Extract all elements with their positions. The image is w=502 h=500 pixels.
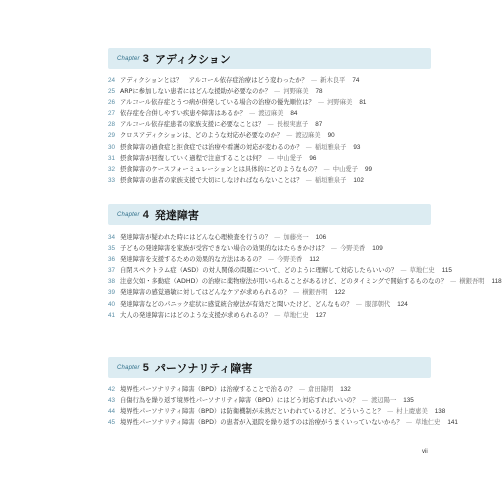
chapter-heading-5 (108, 357, 431, 378)
entry-question: 子どもの発達障害を家族が受容できない場合の効果的なはたらきかけは？ (120, 245, 328, 253)
entry-author: 草地仁史 (283, 311, 309, 319)
entry-page: 109 (372, 245, 383, 253)
toc-entry[interactable] (108, 266, 452, 275)
entry-question: クロスアディクションは、どのような対応が必要なのか？ (120, 132, 284, 140)
entry-number: 27 (108, 110, 116, 118)
entry-author: 草地仁史 (409, 267, 435, 275)
toc-entry[interactable] (108, 300, 438, 309)
entry-page: 84 (290, 110, 298, 118)
entry-page: 96 (309, 154, 317, 162)
toc-entry[interactable] (108, 277, 502, 286)
entry-author: 加藤亮一 (283, 234, 309, 241)
entry-body (120, 385, 438, 394)
toc-entry[interactable] (108, 255, 438, 264)
entry-author: 中山愛子 (277, 154, 303, 162)
toc-entry[interactable] (108, 418, 458, 427)
entry-question: 境界性パーソナリティ障害（BPD）の患者が入退院を繰り返すのは治療がうまくいっていないから？ (120, 419, 403, 427)
entry-question: 発達障害などのパニック症状に感覚統合療法が有効だと聞いたけど、どんなもの？ (120, 300, 353, 308)
entry-page: 74 (352, 77, 360, 84)
entry-body (120, 109, 438, 118)
entry-body (120, 255, 438, 264)
entry-number: 35 (108, 245, 116, 253)
entry-author: 横銀吾明 (459, 278, 485, 286)
chapter-number: 3 (142, 52, 149, 65)
chapter-3-entries (108, 76, 438, 187)
entry-page: 118 (491, 278, 502, 286)
entry-body (120, 87, 438, 96)
entry-question: 発達障害の感覚過敏に対してはどんなケアが求められるの？ (120, 289, 291, 297)
entry-question: 注意欠如・多動症（ADHD）の治療に薬物療法が用いられることがあるけど、どのタイミングで開始するものなの？ (120, 278, 448, 286)
entry-author: 村上慶恵美 (396, 408, 428, 416)
author-dash: — (400, 267, 407, 275)
author-dash: — (248, 110, 256, 118)
entry-body (120, 288, 438, 297)
toc-entry[interactable] (108, 396, 438, 405)
entry-author: 長根実恵子 (276, 121, 309, 129)
entry-number: 34 (108, 234, 116, 241)
entry-body (120, 120, 438, 129)
toc-entry[interactable] (108, 143, 438, 152)
entry-body (120, 154, 438, 163)
author-dash: — (405, 419, 413, 427)
entry-question: 摂食障害の過食症と拒食症では治療や看護の対応が変わるのか？ (120, 143, 303, 151)
author-dash: — (305, 143, 312, 151)
entry-body (120, 244, 438, 253)
author-dash: — (305, 176, 312, 184)
author-dash: — (323, 165, 330, 173)
toc-entry[interactable] (108, 76, 438, 85)
entry-body (120, 277, 502, 286)
entry-question: アルコール依存症とうつ病が併発している場合の治療の優先順位は？ (120, 99, 315, 107)
author-dash: — (310, 77, 318, 84)
entry-question: 摂食障害の患者の家族支援で大切にしなければならないことは？ (120, 176, 303, 184)
author-dash: — (386, 408, 394, 416)
entry-body (120, 98, 438, 107)
entry-page: 106 (315, 234, 327, 241)
entry-page: 132 (340, 386, 351, 393)
entry-number: 30 (108, 143, 116, 151)
entry-page: 99 (364, 165, 372, 173)
chapter-title: パーソナリティ障害 (154, 361, 253, 375)
author-dash: — (317, 99, 325, 107)
entry-page: 81 (359, 99, 367, 107)
entry-author: 渡辺麻美 (295, 132, 321, 140)
entry-body (120, 311, 438, 320)
chapter-heading-3 (108, 48, 431, 69)
entry-question: 大人の発達障害にはどのような支援が求められるの？ (120, 311, 272, 319)
entry-number: 31 (108, 154, 116, 162)
entry-number: 43 (108, 397, 116, 405)
entry-number: 40 (108, 300, 116, 308)
entry-body (120, 407, 445, 416)
entry-number: 41 (108, 311, 116, 319)
entry-page: 90 (327, 132, 335, 140)
author-dash: — (450, 278, 457, 286)
toc-entry[interactable] (108, 176, 438, 185)
toc-entry[interactable] (108, 233, 438, 242)
entry-number: 42 (108, 386, 116, 393)
author-dash: — (293, 289, 300, 297)
entry-page: 141 (447, 419, 458, 427)
chapter-label: Chapter (117, 364, 140, 371)
entry-page: 127 (315, 311, 327, 319)
chapter-number: 4 (142, 208, 149, 221)
entry-author: 今野美香 (340, 245, 366, 253)
entry-author: 草地仁史 (415, 419, 441, 427)
entry-question: 境界性パーソナリティ障害（BPD）は治療することで治るの？ (120, 386, 296, 393)
toc-entry[interactable] (108, 385, 438, 394)
entry-number: 28 (108, 121, 116, 129)
author-dash: — (274, 234, 281, 241)
entry-body (120, 143, 438, 152)
author-dash: — (355, 300, 363, 308)
entry-number: 25 (108, 88, 116, 96)
entry-question: 発達障害を支援するための効果的な方法はあるの？ (120, 256, 265, 264)
entry-question: アルコール依存症患者の家族支援に必要なことは？ (120, 121, 265, 129)
chapter-number: 5 (142, 361, 149, 374)
chapter-5-entries (108, 385, 458, 429)
entry-page: 112 (309, 256, 320, 264)
entry-question: 境界性パーソナリティ障害（BPD）は防衛機制が未熟だといわれているけど、どういうこと？ (120, 408, 384, 416)
toc-entry[interactable] (108, 109, 438, 118)
entry-question: アディクションとは？ アルコール依存症治療はどう変わったか？ (120, 77, 308, 84)
author-dash: — (274, 88, 281, 96)
entry-author: 新木良平 (320, 77, 346, 84)
entry-body (120, 418, 458, 427)
entry-author: 倉田隆明 (308, 386, 334, 393)
chapter-title: アディクション (154, 52, 231, 66)
entry-page: 93 (353, 143, 361, 151)
entry-question: 自傷行為を繰り返す境界性パーソナリティ障害（BPD）にはどう対応すればいいの？ (120, 397, 359, 405)
entry-page: 138 (434, 408, 446, 416)
entry-author: 渡辺陽一 (371, 397, 397, 405)
author-dash: — (361, 397, 369, 405)
author-dash: — (267, 121, 274, 129)
entry-author: 渡辺麻美 (258, 110, 284, 118)
author-dash: — (330, 245, 338, 253)
toc-entry[interactable] (108, 244, 438, 253)
entry-body (120, 176, 438, 185)
entry-question: 摂食障害のケースフォーミュレーションとは具体的にどのようなもの？ (120, 165, 321, 173)
entry-author: 服部朝代 (365, 300, 391, 308)
toc-entry[interactable] (108, 131, 438, 140)
chapter-label: Chapter (117, 55, 140, 62)
author-dash: — (298, 386, 306, 393)
toc-entry[interactable] (108, 165, 438, 174)
entry-number: 44 (108, 408, 116, 416)
toc-entry[interactable] (108, 154, 438, 163)
toc-entry[interactable] (108, 288, 438, 297)
toc-entry[interactable] (108, 120, 438, 129)
entry-question: ARPに参加しない患者にはどんな援助が必要なのか？ (120, 88, 272, 96)
entry-page: 135 (403, 397, 414, 405)
entry-number: 39 (108, 289, 116, 297)
entry-body (120, 131, 438, 140)
entry-body (120, 266, 452, 275)
entry-number: 37 (108, 267, 116, 275)
entry-question: 自閉スペクトラム症（ASD）の対人関係の問題について、どのように理解して対応したらいいの？ (120, 267, 398, 275)
toc-entry[interactable] (108, 407, 446, 416)
entry-number: 24 (108, 77, 116, 84)
chapter-title: 発達障害 (154, 208, 199, 222)
author-dash: — (274, 311, 281, 319)
entry-number: 32 (108, 165, 116, 173)
entry-body (120, 396, 438, 405)
entry-question: 摂食障害が回復していく過程で注意することは何？ (120, 154, 265, 162)
toc-entry[interactable] (108, 311, 438, 320)
entry-number: 36 (108, 256, 116, 264)
chapter-4-entries (108, 233, 502, 322)
entry-page: 115 (441, 267, 452, 275)
entry-page: 102 (353, 176, 364, 184)
entry-author: 稲垣雅泉子 (314, 143, 347, 151)
toc-entry[interactable] (108, 87, 438, 96)
entry-body (120, 300, 438, 309)
author-dash: — (267, 154, 275, 162)
entry-author: 稲垣雅泉子 (314, 176, 347, 184)
author-dash: — (286, 132, 293, 140)
entry-question: 発達障害が疑われた時にはどんな心理検査を行うの？ (120, 234, 272, 241)
entry-question: 依存症を合併しやすい疾患や障害はあるか？ (120, 110, 246, 118)
toc-entry[interactable] (108, 98, 438, 107)
entry-body (120, 233, 438, 242)
entry-author: 河野麻美 (327, 99, 353, 107)
chapter-heading-4 (108, 204, 431, 225)
entry-author: 横銀吾明 (302, 289, 328, 297)
entry-page: 122 (334, 289, 346, 297)
entry-number: 33 (108, 176, 116, 184)
entry-page: 78 (315, 88, 323, 96)
page-number: vii (422, 449, 428, 455)
entry-author: 今野美香 (277, 256, 303, 264)
entry-author: 河野麻美 (283, 88, 309, 96)
chapter-label: Chapter (117, 211, 140, 218)
entry-body (120, 76, 438, 85)
entry-number: 26 (108, 99, 116, 107)
entry-author: 中山愛子 (332, 165, 358, 173)
entry-page: 124 (397, 300, 408, 308)
author-dash: — (267, 256, 275, 264)
entry-number: 45 (108, 419, 116, 427)
entry-number: 29 (108, 132, 116, 140)
entry-number: 38 (108, 278, 116, 286)
entry-body (120, 165, 438, 174)
entry-page: 87 (315, 121, 323, 129)
